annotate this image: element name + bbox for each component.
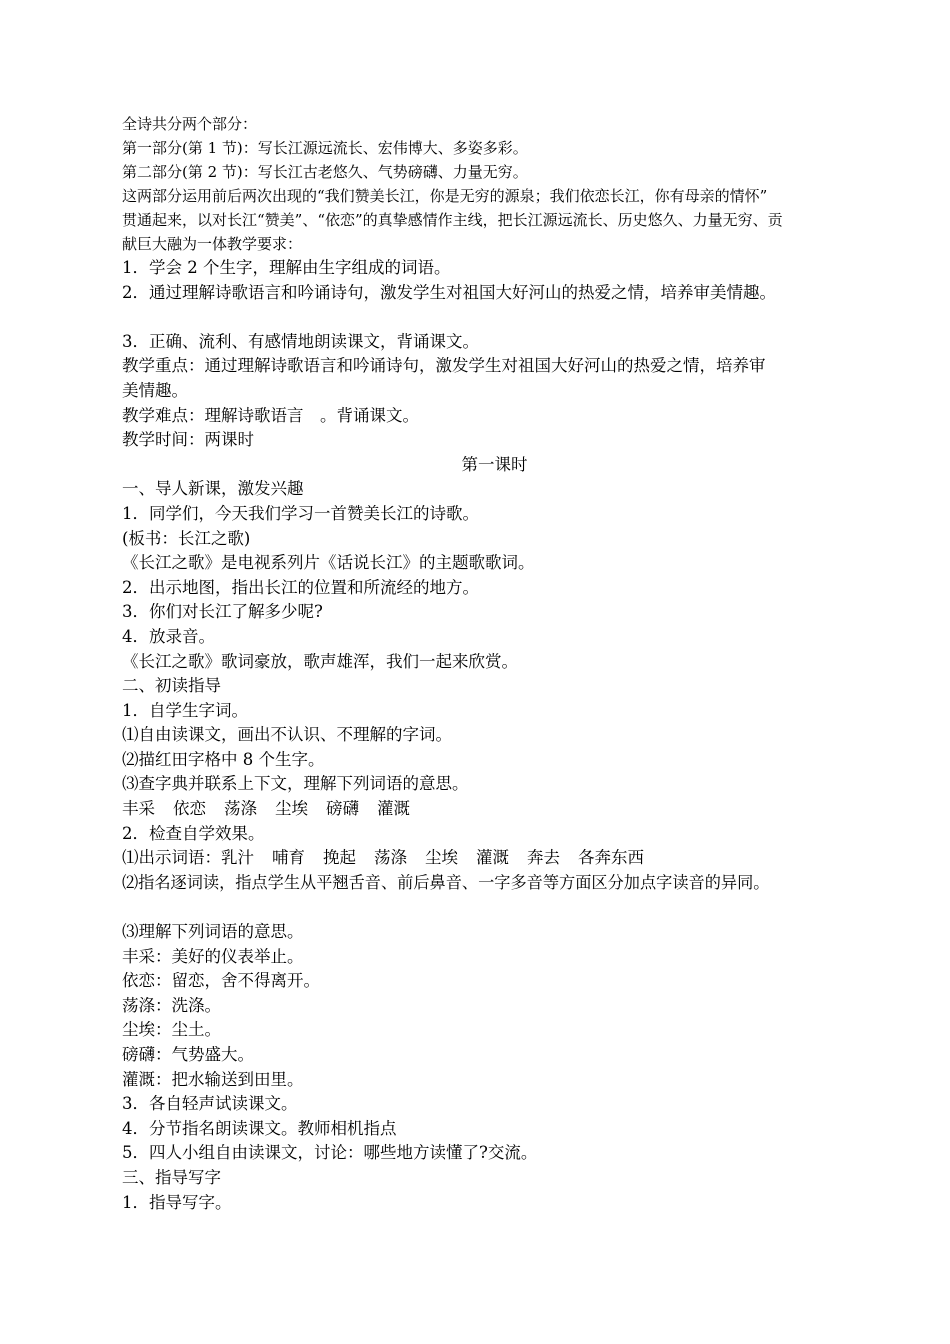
section-line: 3．你们对长江了解多少呢? — [122, 602, 323, 622]
word-item: 荡涤 — [374, 848, 407, 868]
meaning-line: 灌溉：把水输送到田里。 — [122, 1069, 304, 1089]
key-point-line: 教学重点：通过理解诗歌语言和吟诵诗句，激发学生对祖国大好河山的热爱之情，培养审 — [122, 356, 766, 376]
section-line: 4．放录音。 — [122, 626, 215, 646]
section-line: 2．检查自学效果。 — [122, 823, 265, 843]
section-heading: 二、初读指导 — [122, 676, 221, 696]
word-item: 尘埃 — [425, 848, 458, 868]
lesson-title: 第一课时 — [461, 454, 528, 474]
section-line: ⑶查字典并联系上下文，理解下列词语的意思。 — [122, 774, 469, 794]
key-point-line: 美情趣。 — [122, 380, 188, 400]
word-item: 磅礴 — [326, 799, 359, 819]
blank-line — [122, 895, 867, 920]
word-item: 哺育 — [272, 848, 305, 868]
requirement-item: 2．通过理解诗歌语言和吟诵诗句，激发学生对祖国大好河山的热爱之情，培养审美情趣。 — [122, 282, 776, 302]
word-list — [122, 846, 867, 871]
meaning-line: 依恋：留恋，舍不得离开。 — [122, 971, 320, 991]
word-item: 荡涤 — [224, 799, 257, 819]
word-item: 各奔东西 — [578, 848, 644, 868]
intro-line: 第二部分(第 2 节)：写长江古老悠久、气势磅礴、力量无穷。 — [122, 163, 528, 181]
section-line: 2．出示地图，指出长江的位置和所流经的地方。 — [122, 577, 479, 597]
section-line: 《长江之歌》歌词豪放，歌声雄浑，我们一起来欣赏。 — [122, 651, 518, 671]
section-heading: 一、导人新课，激发兴趣 — [122, 479, 304, 499]
word-item: 灌溉 — [476, 848, 509, 868]
requirement-item: 3．正确、流利、有感情地朗读课文，背诵课文。 — [122, 331, 479, 351]
section-line: 3．各自轻声试读课文。 — [122, 1094, 298, 1114]
time-line: 教学时间：两课时 — [122, 430, 254, 450]
word-item: 挽起 — [323, 848, 356, 868]
intro-line: 第一部分(第 1 节)：写长江源远流长、宏伟博大、多姿多彩。 — [122, 139, 528, 157]
word-item: 依恋 — [173, 799, 206, 819]
main-block — [122, 256, 867, 1215]
section-line: 5．四人小组自由读课文，讨论：哪些地方读懂了?交流。 — [122, 1143, 538, 1163]
word-item: 奔去 — [527, 848, 560, 868]
document-page — [122, 112, 867, 1215]
section-line: 1．同学们，今天我们学习一首赞美长江的诗歌。 — [122, 503, 479, 523]
section-line: 1．指导写字。 — [122, 1192, 232, 1212]
meaning-line: 磅礴：气势盛大。 — [122, 1045, 254, 1064]
word-list — [122, 797, 867, 822]
word-item: 丰采 — [122, 799, 155, 819]
blank-line — [122, 305, 867, 330]
word-item: 尘埃 — [275, 799, 308, 819]
difficulty-line: 教学难点：理解诗歌语言 。背诵课文。 — [122, 405, 419, 425]
intro-block — [122, 112, 867, 256]
section-heading: 三、指导写字 — [122, 1167, 221, 1187]
intro-line: 这两部分运用前后两次出现的“我们赞美长江，你是无穷的源泉；我们依恋长江，你有母亲的情怀” — [122, 187, 768, 205]
meaning-line: 荡涤：洗涤。 — [122, 995, 221, 1015]
intro-line: 献巨大融为一体教学要求： — [122, 235, 303, 253]
section-line: 《长江之歌》是电视系列片《话说长江》的主题歌歌词。 — [122, 553, 535, 573]
meaning-line: 丰采：美好的仪表举止。 — [122, 946, 304, 966]
meaning-line: 尘埃：尘土。 — [122, 1020, 221, 1040]
intro-line: 贯通起来，以对长江“赞美”、“依恋”的真挚感情作主线，把长江源远流长、历史悠久、力量无穷、贡 — [122, 211, 783, 229]
section-line: ⑶理解下列词语的意思。 — [122, 922, 304, 942]
section-line: ⑴自由读课文，画出不认识、不理解的字词。 — [122, 725, 452, 745]
requirement-item: 1．学会 2 个生字，理解由生字组成的词语。 — [122, 258, 451, 277]
section-line: 1．自学生字词。 — [122, 700, 248, 720]
section-line: ⑵指名逐词读，指点学生从平翘舌音、前后鼻音、一字多音等方面区分加点字读音的异同。 — [122, 872, 770, 892]
section-line: (板书：长江之歌) — [122, 528, 251, 548]
intro-line: 全诗共分两个部分： — [122, 115, 258, 133]
word-list-label: ⑴出示词语： — [122, 848, 221, 868]
section-line: ⑵描红田字格中 8 个生字。 — [122, 749, 325, 769]
section-line: 4．分节指名朗读课文。教师相机指点 — [122, 1118, 397, 1138]
word-item: 灌溉 — [377, 799, 410, 819]
word-item: 乳汁 — [221, 848, 254, 868]
